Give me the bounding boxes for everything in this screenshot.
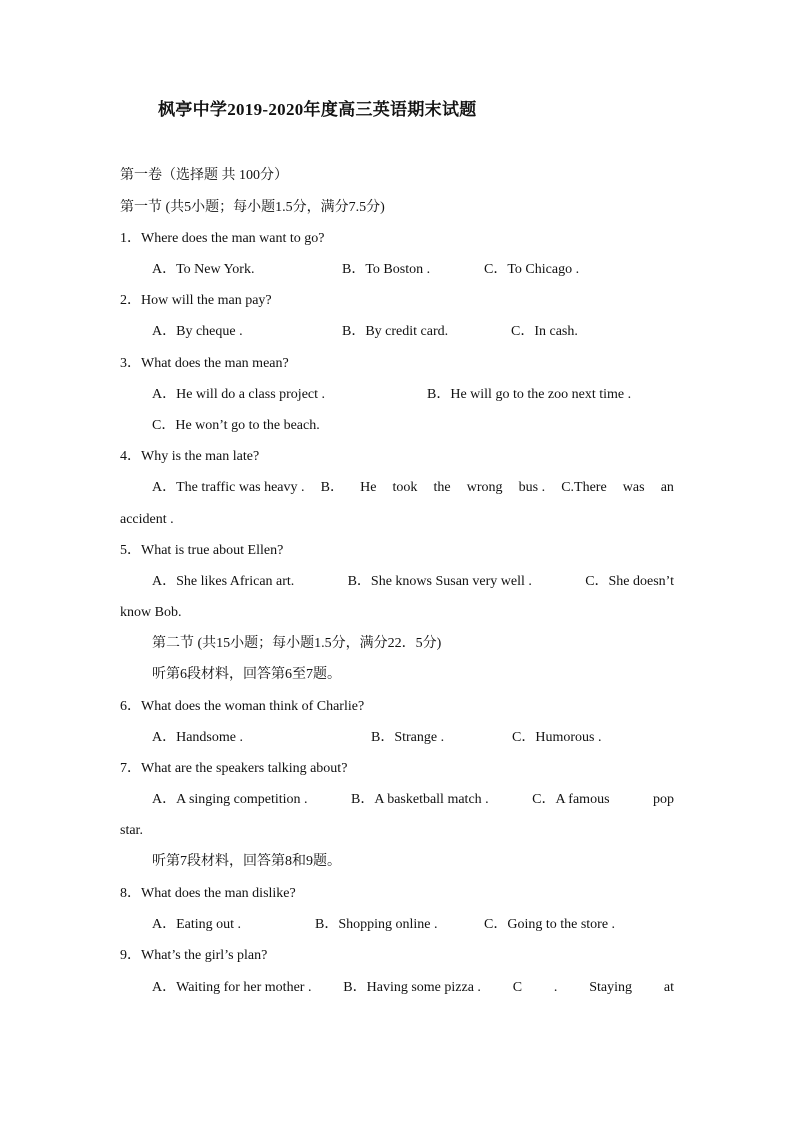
question-7-option-c: C．A famous	[532, 792, 610, 807]
question-5-option-c: C．She doesn’t	[585, 574, 674, 589]
question-9-stem: 9．What’s the girl’s plan?	[120, 948, 268, 963]
question-8-option-b: B．Shopping online .	[315, 917, 438, 932]
question-6-stem: 6．What does the woman think of Charlie?	[120, 699, 365, 714]
question-1-stem: 1．Where does the man want to go?	[120, 231, 325, 246]
question-4-word: bus .	[518, 480, 546, 495]
question-4-word: the	[433, 480, 451, 495]
question-1-option-c: C．To Chicago .	[484, 262, 580, 277]
question-4-option-c: C.There	[561, 480, 607, 495]
question-4-word: took	[392, 480, 418, 495]
question-7-option-b: B．A basketball match .	[351, 792, 489, 807]
question-9-options-line	[152, 979, 674, 997]
question-3-stem: 3．What does the man mean?	[120, 356, 289, 371]
question-7-option-a: A．A singing competition .	[152, 792, 308, 807]
question-5-stem: 5．What is true about Ellen?	[120, 543, 284, 558]
part-one-heading: 第一卷（选择题 共 100分）	[120, 168, 288, 183]
page-title: 枫亭中学2019-2020年度高三英语期末试题	[158, 100, 477, 119]
question-9-word: at	[663, 980, 674, 995]
question-5-option-a: A．She likes African art.	[152, 574, 295, 589]
question-2-option-b: B．By credit card.	[342, 324, 449, 339]
section-two-heading: 第二节 (共15小题；每小题1.5分，满分22．5分)	[152, 636, 442, 651]
section-one-heading: 第一节 (共5小题；每小题1.5分，满分7.5分)	[120, 200, 385, 215]
question-7-options-line	[152, 791, 674, 809]
question-8-stem: 8．What does the man dislike?	[120, 886, 296, 901]
question-5-option-b: B．She knows Susan very well .	[347, 574, 532, 589]
question-1-option-b: B．To Boston .	[342, 262, 431, 277]
question-4-option-b-letter: B．	[320, 480, 344, 495]
question-7-stem: 7．What are the speakers talking about?	[120, 761, 348, 776]
question-6-option-c: C．Humorous .	[512, 730, 602, 745]
question-2-option-a: A．By cheque .	[152, 324, 243, 339]
question-4-continuation: accident .	[120, 512, 174, 527]
question-4-word: was	[622, 480, 645, 495]
question-4-word: an	[660, 480, 674, 495]
question-9-word: .	[553, 980, 558, 995]
question-6-option-a: A．Handsome .	[152, 730, 243, 745]
question-9-option-b: B．Having some pizza .	[343, 980, 481, 995]
question-4-word: He	[360, 480, 377, 495]
question-9-option-c-letter: C	[512, 980, 523, 995]
question-4-stem: 4．Why is the man late?	[120, 449, 260, 464]
question-8-option-c: C．Going to the store .	[484, 917, 616, 932]
listening-instruction-7: 听第7段材料，回答第8和9题。	[152, 854, 341, 869]
question-3-option-b: B．He will go to the zoo next time .	[427, 387, 632, 402]
question-9-option-a: A．Waiting for her mother .	[152, 980, 312, 995]
question-4-options-line	[152, 479, 674, 497]
question-1-option-a: A．To New York.	[152, 262, 255, 277]
question-6-option-b: B．Strange .	[371, 730, 445, 745]
question-4-option-a: A．The traffic was heavy .	[152, 480, 305, 495]
question-2-option-c: C．In cash.	[511, 324, 578, 339]
question-8-option-a: A．Eating out .	[152, 917, 242, 932]
question-5-options-line	[152, 573, 674, 591]
question-3-option-c: C．He won’t go to the beach.	[152, 418, 320, 433]
question-2-stem: 2．How will the man pay?	[120, 293, 272, 308]
listening-instruction-6: 听第6段材料，回答第6至7题。	[152, 667, 341, 682]
question-9-word: Staying	[589, 980, 633, 995]
question-7-word: pop	[652, 792, 674, 807]
question-3-option-a: A．He will do a class project .	[152, 387, 326, 402]
question-7-continuation: star.	[120, 823, 143, 838]
question-5-continuation: know Bob.	[120, 605, 182, 620]
question-4-word: wrong	[466, 480, 503, 495]
